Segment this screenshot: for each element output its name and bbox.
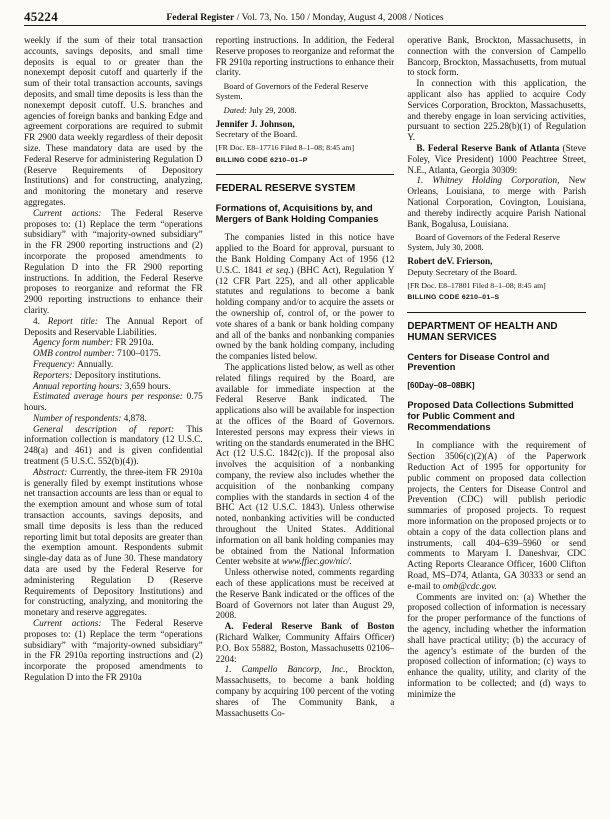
agency-form-number bbox=[24, 337, 203, 348]
fr-doc-line bbox=[407, 281, 586, 291]
text-segment: reporting instructions. In addition, the Federal Reserve proposes to reorganize and reformat the FR 2910a reporting instructions to enhance their clarity. bbox=[215, 35, 395, 78]
text-segment: Agency form number: bbox=[33, 337, 116, 348]
text-segment: Frequency: bbox=[33, 358, 78, 369]
comments-invited-paragraph bbox=[407, 592, 586, 700]
text-segment: The Federal Reserve proposes to: (1) Replace the term “operations subsidiary” with “majority-owned subsidiary” in the FR 2910a reporting instructions and (2) incorporate the proposed amendments to Regulation D into the FR 2910a bbox=[24, 618, 203, 683]
reserve-bank-boston bbox=[216, 621, 395, 664]
document-divider-rule bbox=[407, 312, 586, 313]
text-segment: 4. bbox=[33, 315, 48, 326]
text-segment: [FR Doc. E8–17716 Filed 8–1–08; 8:45 am] bbox=[215, 143, 355, 153]
text-segment: In compliance with the requirement of Section 3506(c)(2)(A) of the Paperwork Reduction Act of 1995 for opportunity for public comment on proposed data collection projects, the Centers for Disease Control and Prevention (CDC) will publish periodic summaries of proposed projects. To request more information on the proposed projects or to obtain a copy of the data collection plans and instruments, call 404–639–5960 or send comments to Maryam I. Daneshvar, CDC Acting Reports Clearance Officer, 1600 Clifton Road, MS–D74, Atlanta, GA 30333 or send an e-mail to bbox=[407, 440, 586, 591]
text-segment: (Richard Walker, Community Affairs Officer) P.O. Box 55882, Boston, Massachusetts 02106–2204: bbox=[215, 631, 395, 664]
text-segment: Jennifer J. Johnson, bbox=[215, 118, 295, 129]
text-segment: Proposed Data Collections Submitted for Public Comment and Recommendations bbox=[407, 400, 574, 432]
text-segment: BILLING CODE 6210–01–S bbox=[407, 294, 500, 302]
text-segment: 1. Whitney Holding Corporation, bbox=[416, 175, 569, 186]
board-of-governors-line bbox=[407, 233, 586, 253]
docket-number bbox=[407, 381, 586, 392]
bhc-intro-paragraph bbox=[216, 232, 395, 362]
signature-title bbox=[216, 129, 395, 140]
text-segment: Depository institutions. bbox=[74, 369, 161, 380]
cdc-intro-paragraph bbox=[407, 440, 586, 591]
reporters bbox=[24, 370, 203, 381]
number-of-respondents bbox=[24, 413, 203, 424]
annual-reporting-hours bbox=[24, 381, 203, 392]
text-segment: FR 2910a. bbox=[115, 337, 154, 348]
text-segment: The Federal Reserve proposes to: (1) Replace the term “operations subsidiary” with “majority-owned subsidiary” in the FR 2900 reporting instructions and (2) incorporate the proposed amendments to Regulation D into the FR 2900 reporting instructions. In addition, the Federal Reserve proposes to reorganize and reformat the FR 2900 reporting instructions to enhance their clarity. bbox=[24, 207, 203, 315]
billing-code bbox=[407, 293, 586, 304]
text-segment: Board of Governors of the Federal Reserve System. bbox=[215, 82, 369, 101]
text-segment: Number of respondents: bbox=[33, 412, 124, 423]
text-segment: OMB control number: bbox=[33, 348, 118, 359]
text-segment: (Steve Foley, Vice President) 1000 Peachtree Street, N.E., Atlanta, Georgia 30309: bbox=[407, 142, 586, 175]
document-title bbox=[407, 400, 586, 432]
column-3 bbox=[407, 35, 586, 813]
text-segment: Report title: bbox=[47, 315, 106, 326]
text-segment: Currently, the three-item FR 2910a is generally filed by exempt institutions whose net transaction accounts are less than or equal to the exemption amount and whose sum of total transaction accounts, savings deposits, and small time deposits is less than the reduced reporting limit but total deposits are greater than the exemption amount. Respondents submit single-day data as of June 30. These mandatory data are used by the Federal Reserve for administering Regulation D (Reserve Requirements of Depository Institutions) and for constructing, analyzing, and monitoring the monetary and reserve aggregates. bbox=[24, 466, 203, 618]
frequency bbox=[24, 359, 203, 370]
text-segment: July 29, 2008. bbox=[249, 105, 297, 115]
reserve-bank-atlanta bbox=[407, 143, 586, 175]
text-segment: operative Bank, Brockton, Massachusetts, in connection with the conversion of Campello Bancorp, Brockton, Massachusetts, from mutual to stock form. bbox=[407, 35, 586, 78]
running-head bbox=[24, 12, 586, 23]
text-segment: Reporters: bbox=[33, 369, 75, 380]
text-segment: et seq. bbox=[265, 264, 291, 275]
text-segment: Current actions: bbox=[33, 207, 112, 218]
text-segment: Dated: bbox=[223, 105, 250, 115]
text-segment: Unless otherwise noted, comments regarding each of these applications must be received at the Reserve Bank indicated or the offices of the Board of Governors not later than August 29, 2008. bbox=[215, 567, 395, 621]
text-segment: This information collection is mandatory (12 U.S.C. 248(a) and 461) and is given confidential treatment (5 U.S.C. 552(b)(4)). bbox=[24, 423, 203, 467]
agency-heading bbox=[216, 183, 395, 194]
omb-control-number bbox=[24, 348, 203, 359]
text-segment: 0.75 hours. bbox=[24, 391, 203, 413]
text-segment: A. Federal Reserve Bank of Boston bbox=[224, 621, 395, 632]
page-header bbox=[24, 8, 586, 26]
text-segment: [FR Doc. E8–17801 Filed 8–1–08; 8:45 am] bbox=[407, 280, 546, 290]
text-segment: DEPARTMENT OF HEALTH AND HUMAN SERVICES bbox=[407, 320, 558, 344]
three-column-layout bbox=[24, 35, 586, 813]
text-segment: Annually. bbox=[77, 358, 114, 369]
comments-deadline-paragraph bbox=[216, 567, 395, 621]
text-segment: BILLING CODE 6210–01–P bbox=[215, 156, 308, 164]
fr-doc-line bbox=[216, 143, 395, 153]
text-segment: [60Day–08–08BK] bbox=[407, 381, 475, 391]
text-segment: Secretary of the Board. bbox=[215, 129, 298, 140]
document-title bbox=[216, 203, 395, 225]
text-segment: ) (BHC Act), Regulation Y (12 CFR Part 225), and all other applicable statutes and regulations to become a bank holding company and/or to acquire the assets or the ownership of, control of, or the power to vote shares of a bank or bank holding company and all of the banks and nonbanking companies owned by the bank holding company, including the companies listed below. bbox=[215, 264, 395, 362]
text-segment: www.ffiec.gov/nic/. bbox=[281, 556, 352, 567]
continuation-paragraph bbox=[407, 35, 586, 78]
text-segment: The companies listed in this notice have applied to the Board for approval, pursuant to the Bank Holding Company Act of 1956 (12 U.S.C. 1841 bbox=[215, 232, 395, 275]
page-number: 45224 bbox=[24, 9, 58, 24]
text-segment: In connection with this application, the applicant also has applied to acquire Cody Services Corporation, Brockton, Massachusetts, and thereby engage in loan servicing activities, pursuant to section 225.28(b)(1) of Regulation Y. bbox=[407, 78, 586, 143]
signature-name bbox=[407, 256, 586, 267]
text-segment: 1. Campello Bancorp, Inc., bbox=[224, 664, 358, 675]
abstract bbox=[24, 467, 203, 618]
journal-name: Federal Register bbox=[166, 12, 235, 23]
report-title-item bbox=[24, 316, 203, 338]
continuation-paragraph bbox=[216, 35, 395, 78]
text-segment: weekly if the sum of their total transaction accounts, savings deposits, and small time deposits is equal to or greater than the nonexempt deposit cutoff and quarterly if the sum of their total transaction accounts, savings deposits, and small time deposits is less than the nonexempt deposit cutoff. U.S. branches and agencies of foreign banks and banking Edge and agreement corporations are required to submit FR 2900 data weekly regardless of their deposit size. These mandatory data are used by the Federal Reserve for administering Regulation D (Reserve Requirements of Depository Institutions) and for constructing, analyzing, and monitoring the monetary and reserve aggregates. bbox=[24, 35, 203, 207]
text-segment: Annual reporting hours: bbox=[33, 380, 125, 391]
text-segment: Centers for Disease Control and Prevention bbox=[407, 351, 550, 373]
text-segment: FEDERAL RESERVE SYSTEM bbox=[215, 183, 356, 195]
text-segment: Brockton, Massachusetts, to become a bank holding company by acquiring 100 percent of the voting shares of The Community Bank, a Massachusetts Co- bbox=[215, 664, 395, 718]
issue-info: / Vol. 73, No. 150 / Monday, August 4, 2008 / Notices bbox=[234, 12, 444, 23]
text-segment: New Orleans, Louisiana, to merge with Parish National Corporation, Covington, Louisiana, and thereby indirectly acquire Parish National Bank, Bogalusa, Louisiana. bbox=[407, 175, 586, 229]
document-divider-rule bbox=[216, 174, 395, 175]
current-actions-fr2900 bbox=[24, 208, 203, 316]
cody-services-paragraph bbox=[407, 78, 586, 143]
current-actions-fr2910a bbox=[24, 618, 203, 683]
general-description bbox=[24, 424, 203, 467]
text-segment: 4,878. bbox=[123, 412, 147, 423]
text-segment: B. Federal Reserve Bank of Atlanta bbox=[416, 142, 563, 153]
text-segment: The Annual Report of Deposits and Reservable Liabilities. bbox=[24, 315, 203, 337]
continuation-paragraph bbox=[24, 35, 203, 208]
billing-code bbox=[216, 156, 395, 167]
column-1 bbox=[24, 35, 203, 813]
text-segment: Estimated average hours per response: bbox=[33, 391, 187, 402]
text-segment: General description of report: bbox=[33, 423, 187, 434]
application-whitney bbox=[407, 175, 586, 229]
application-campello bbox=[216, 664, 395, 718]
signature-name bbox=[216, 119, 395, 130]
agency-heading bbox=[407, 321, 586, 344]
estimated-average-hours bbox=[24, 391, 203, 413]
board-of-governors-line bbox=[216, 82, 395, 102]
signature-title bbox=[407, 267, 586, 278]
text-segment: 7100–0175. bbox=[117, 348, 161, 359]
text-segment: Current actions: bbox=[33, 618, 112, 629]
text-segment: 3,659 hours. bbox=[124, 380, 171, 391]
text-segment: The applications listed below, as well as other related filings required by the Board, are available for immediate inspection at the Federal Reserve Bank indicated. The applications also will be available for inspection at the offices of the Board of Governors. Interested persons may express their views in writing on the standards enumerated in the BHC Act (12 U.S.C. 1842(c)). If the proposal also involves the acquisition of a nonbanking company, the review also includes whether the acquisition of the nonbanking company complies with the standards in section 4 of the BHC Act (12 U.S.C. 1843). Unless otherwise noted, nonbanking activities will be conducted throughout the United States. Additional information on all bank holding companies may be obtained from the National Information Center website at bbox=[215, 362, 395, 567]
subagency-heading bbox=[407, 352, 586, 374]
text-segment: Robert deV. Frierson, bbox=[407, 255, 493, 266]
text-segment: Formations of, Acquisitions by, and Mergers of Bank Holding Companies bbox=[215, 202, 379, 224]
text-segment: omb@cdc.gov. bbox=[442, 580, 497, 591]
text-segment: Abstract: bbox=[33, 466, 71, 477]
text-segment: Comments are invited on: (a) Whether the proposed collection of information is necessary for the proper performance of the functions of the agency, including whether the information shall have practical utility; (b) the accuracy of the agency’s estimate of the burden of the proposed collection of information; (c) ways to enhance the quality, utility, and clarity of the information to be collected; and (d) ways to minimize the bbox=[407, 591, 586, 699]
dated-line bbox=[216, 106, 395, 116]
text-segment: Deputy Secretary of the Board. bbox=[407, 266, 518, 277]
text-segment: Board of Governors of the Federal Reserve System, July 30, 2008. bbox=[407, 233, 560, 253]
column-2 bbox=[216, 35, 395, 813]
applications-inspection-paragraph bbox=[216, 362, 395, 567]
